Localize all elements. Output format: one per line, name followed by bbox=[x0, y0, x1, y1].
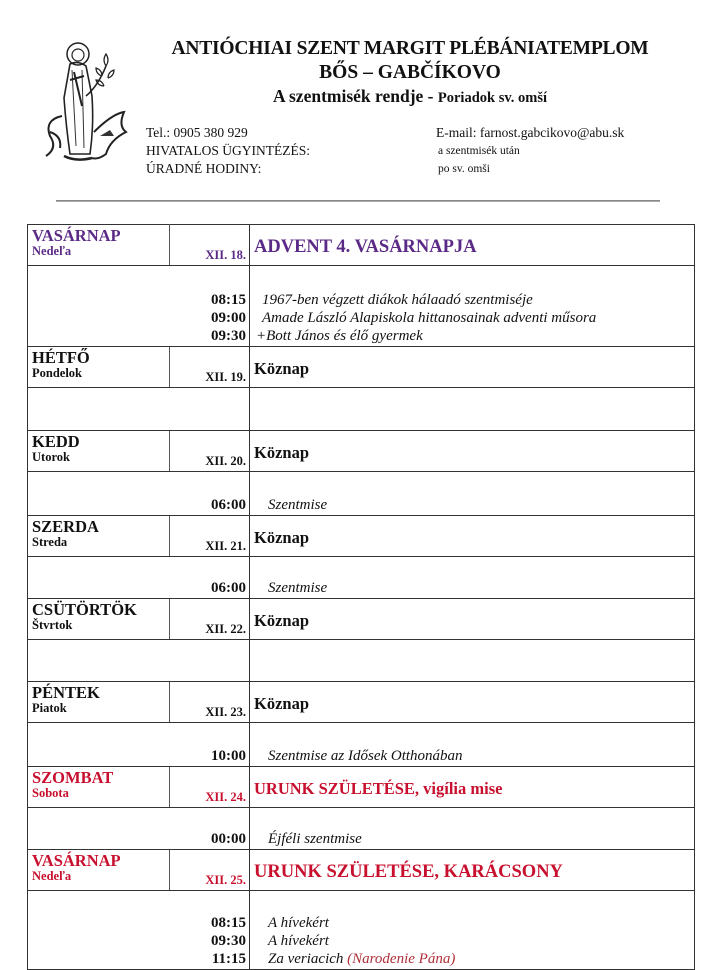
day-cell bbox=[28, 347, 170, 388]
day-date: XII. 18. bbox=[170, 225, 250, 266]
mass-intentions-cell bbox=[250, 723, 695, 767]
mass-list-row bbox=[28, 557, 695, 599]
day-date: XII. 21. bbox=[170, 516, 250, 557]
mass-list-row bbox=[28, 891, 695, 970]
mass-intention bbox=[250, 950, 694, 968]
mass-time: 09:30 bbox=[211, 933, 246, 949]
mass-time: 10:00 bbox=[211, 748, 246, 764]
email-address: E-mail: farnost.gabcikovo@abu.sk bbox=[436, 125, 625, 140]
mass-time: 09:30 bbox=[211, 328, 246, 344]
intention-text: A hívekért bbox=[268, 915, 329, 931]
day-header-row bbox=[28, 850, 695, 891]
mass-time: 11:15 bbox=[211, 951, 246, 967]
day-date: XII. 25. bbox=[170, 850, 250, 891]
day-date: XII. 24. bbox=[170, 767, 250, 808]
day-cell bbox=[28, 431, 170, 472]
intention-text: Éjféli szentmise bbox=[268, 831, 362, 847]
mass-list-row bbox=[28, 266, 695, 347]
contact-right bbox=[436, 124, 624, 178]
intention-text: 1967-ben végzett diákok hálaadó szentmiséje bbox=[262, 292, 533, 308]
day-name-sk: Pondelok bbox=[32, 366, 83, 380]
subtitle-sk: Poriadok sv. omší bbox=[437, 90, 548, 106]
office-hu-value: a szentmisék után bbox=[438, 145, 520, 157]
intention-text: Szentmise bbox=[268, 580, 328, 596]
feast-title: Köznap bbox=[250, 682, 695, 723]
intention-text: A hívekért bbox=[268, 933, 329, 949]
day-name-hu: SZOMBAT bbox=[32, 768, 114, 787]
day-date: XII. 22. bbox=[170, 599, 250, 640]
office-hu-label: HIVATALOS ÜGYINTÉZÉS: bbox=[146, 143, 311, 158]
intention-note: (Narodenie Pána) bbox=[347, 951, 456, 967]
intention-text: Szentmise az Idősek Otthonában bbox=[268, 748, 463, 764]
day-date: XII. 20. bbox=[170, 431, 250, 472]
day-name-sk: Nedeľa bbox=[32, 244, 72, 258]
day-cell bbox=[28, 767, 170, 808]
mass-times-cell bbox=[28, 640, 250, 682]
day-name-sk: Sobota bbox=[32, 786, 69, 800]
mass-intention bbox=[250, 932, 694, 950]
intention-text: Za veriacich bbox=[268, 951, 348, 967]
feast-title: Köznap bbox=[250, 516, 695, 557]
phone-number: Tel.: 0905 380 929 bbox=[146, 125, 248, 140]
day-name-sk: Štvrtok bbox=[32, 618, 73, 632]
subtitle-hu: A szentmisék rendje - bbox=[272, 86, 438, 106]
mass-intention bbox=[250, 914, 694, 932]
day-name-hu: VASÁRNAP bbox=[32, 851, 121, 870]
intention-text: Szentmise bbox=[268, 497, 328, 513]
day-name-hu: CSÜTÖRTÖK bbox=[32, 600, 137, 619]
mass-times-cell bbox=[28, 472, 250, 516]
mass-schedule-table bbox=[27, 224, 695, 970]
mass-time: 06:00 bbox=[211, 497, 246, 513]
mass-time: 08:15 bbox=[211, 292, 246, 308]
feast-title: Köznap bbox=[250, 599, 695, 640]
mass-intention bbox=[250, 747, 694, 765]
mass-times-cell bbox=[28, 723, 250, 767]
office-sk-label: ÚRADNÉ HODINY: bbox=[146, 161, 262, 176]
day-name-sk: Streda bbox=[32, 535, 68, 549]
mass-time: 09:00 bbox=[211, 310, 246, 326]
day-name-hu: PÉNTEK bbox=[32, 683, 100, 702]
feast-title: URUNK SZÜLETÉSE, KARÁCSONY bbox=[250, 850, 695, 891]
mass-list-row bbox=[28, 388, 695, 431]
day-name-hu: VASÁRNAP bbox=[32, 226, 121, 245]
mass-intentions-cell bbox=[250, 266, 695, 347]
day-name-sk: Nedeľa bbox=[32, 869, 72, 883]
mass-times-cell bbox=[28, 388, 250, 431]
mass-intention bbox=[250, 327, 694, 345]
mass-list-row bbox=[28, 808, 695, 850]
mass-intentions-cell bbox=[250, 808, 695, 850]
day-header-row bbox=[28, 767, 695, 808]
day-name-sk: Utorok bbox=[32, 450, 70, 464]
day-name-hu: SZERDA bbox=[32, 517, 99, 536]
saint-margaret-logo-icon bbox=[36, 36, 136, 166]
feast-title: URUNK SZÜLETÉSE, vigília mise bbox=[250, 767, 695, 808]
mass-times-cell bbox=[28, 557, 250, 599]
day-header-row bbox=[28, 599, 695, 640]
intention-text: Amade László Alapiskola hittanosainak adventi műsora bbox=[262, 310, 597, 326]
intention-text: +Bott János és élő gyermek bbox=[256, 328, 423, 344]
mass-time: 00:00 bbox=[211, 831, 246, 847]
mass-intentions-cell bbox=[250, 388, 695, 431]
mass-intention bbox=[250, 291, 694, 309]
mass-times-cell bbox=[28, 808, 250, 850]
day-cell bbox=[28, 850, 170, 891]
mass-intention bbox=[250, 309, 694, 327]
mass-time: 08:15 bbox=[211, 915, 246, 931]
mass-list-row bbox=[28, 472, 695, 516]
mass-list-row bbox=[28, 640, 695, 682]
mass-time: 06:00 bbox=[211, 580, 246, 596]
feast-title: Köznap bbox=[250, 347, 695, 388]
feast-title: Köznap bbox=[250, 431, 695, 472]
mass-intention bbox=[250, 496, 694, 514]
mass-intentions-cell bbox=[250, 891, 695, 970]
day-header-row bbox=[28, 347, 695, 388]
mass-list-row bbox=[28, 723, 695, 767]
day-date: XII. 19. bbox=[170, 347, 250, 388]
mass-intention bbox=[250, 579, 694, 597]
mass-times-cell bbox=[28, 266, 250, 347]
day-date: XII. 23. bbox=[170, 682, 250, 723]
contact-left bbox=[146, 124, 310, 178]
day-header-row bbox=[28, 431, 695, 472]
schedule-subtitle bbox=[150, 86, 670, 107]
header-divider bbox=[56, 200, 660, 202]
day-cell bbox=[28, 682, 170, 723]
office-sk-value: po sv. omši bbox=[438, 163, 490, 175]
day-header-row bbox=[28, 225, 695, 266]
town-name: BŐS – GABČÍKOVO bbox=[319, 62, 501, 83]
day-header-row bbox=[28, 516, 695, 557]
day-name-sk: Piatok bbox=[32, 701, 67, 715]
mass-times-cell bbox=[28, 891, 250, 970]
day-header-row bbox=[28, 682, 695, 723]
day-cell bbox=[28, 599, 170, 640]
day-name-hu: KEDD bbox=[32, 432, 80, 451]
day-cell bbox=[28, 225, 170, 266]
day-name-hu: HÉTFŐ bbox=[32, 348, 90, 367]
day-cell bbox=[28, 516, 170, 557]
mass-intentions-cell bbox=[250, 640, 695, 682]
feast-title: ADVENT 4. VASÁRNAPJA bbox=[250, 225, 695, 266]
church-name: ANTIÓCHIAI SZENT MARGIT PLÉBÁNIATEMPLOM bbox=[171, 38, 649, 59]
mass-intentions-cell bbox=[250, 472, 695, 516]
mass-intentions-cell bbox=[250, 557, 695, 599]
mass-intention bbox=[250, 830, 694, 848]
